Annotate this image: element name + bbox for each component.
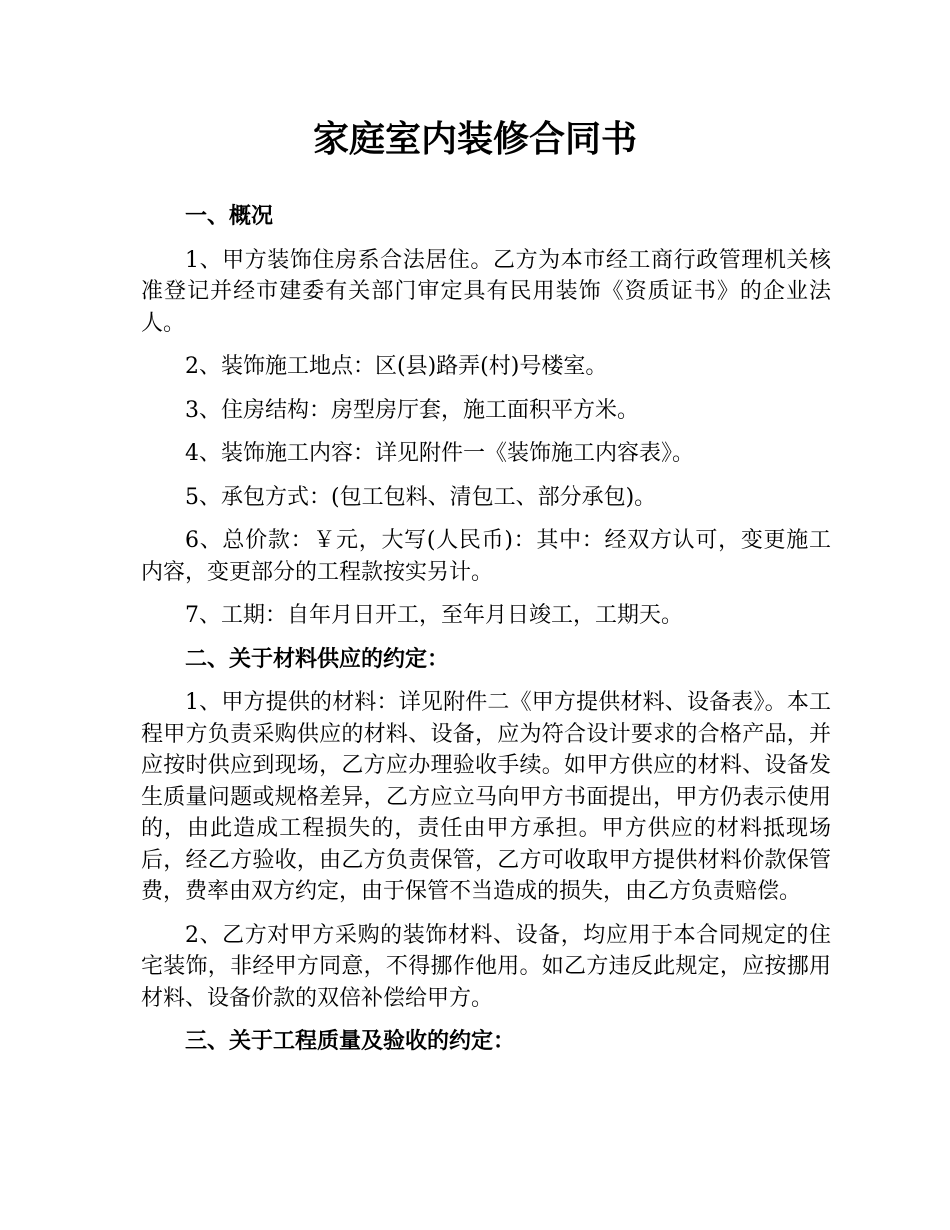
paragraph-overview-6: 6、总价款：￥元，大写(人民币)：其中：经双方认可，变更施工内容，变更部分的工程款按实另计。 bbox=[141, 528, 831, 585]
paragraph-overview-7: 7、工期：自年月日开工，至年月日竣工，工期天。 bbox=[185, 603, 683, 628]
section-heading-overview: 一、概况 bbox=[185, 204, 274, 229]
paragraph-materials-1: 1、甲方提供的材料：详见附件二《甲方提供材料、设备表》。本工程甲方负责采购供应的材料、设备，应为符合设计要求的合格产品，并应按时供应到现场，乙方应办理验收手续。如甲方供应的材料、设备发生质量问题或规格差异，乙方应立马向甲方书面提出，甲方仍表示使用的，由此造成工程损失的，责任由甲方承担。甲方供应的材料抵现场后，经乙方验收，由乙方负责保管，乙方可收取甲方提供材料价款保管费，费率由双方约定，由于保管不当造成的损失，由乙方负责赔偿。 bbox=[141, 690, 831, 904]
paragraph-overview-2: 2、装饰施工地点：区(县)路弄(村)号楼室。 bbox=[185, 354, 608, 379]
paragraph-overview-3: 3、住房结构：房型房厅套，施工面积平方米。 bbox=[185, 397, 639, 423]
paragraph-overview-5: 5、承包方式：(包工包料、清包工、部分承包)。 bbox=[185, 484, 657, 510]
document-title: 家庭室内装修合同书 bbox=[312, 119, 637, 160]
section-heading-quality: 三、关于工程质量及验收的约定： bbox=[185, 1029, 516, 1054]
paragraph-overview-1: 1、甲方装饰住房系合法居住。乙方为本市经工商行政管理机关核准登记并经市建委有关部门审定具有民用装饰《资质证书》的企业法人。 bbox=[141, 247, 831, 336]
section-heading-materials: 二、关于材料供应的约定： bbox=[185, 646, 450, 672]
paragraph-overview-4: 4、装饰施工内容：详见附件一《装饰施工内容表》。 bbox=[185, 441, 694, 466]
paragraph-materials-2: 2、乙方对甲方采购的装饰材料、设备，均应用于本合同规定的住宅装饰，非经甲方同意，不得挪作他用。如乙方违反此规定，应按挪用材料、设备价款的双倍补偿给甲方。 bbox=[141, 922, 831, 1011]
document-body bbox=[141, 201, 831, 1070]
